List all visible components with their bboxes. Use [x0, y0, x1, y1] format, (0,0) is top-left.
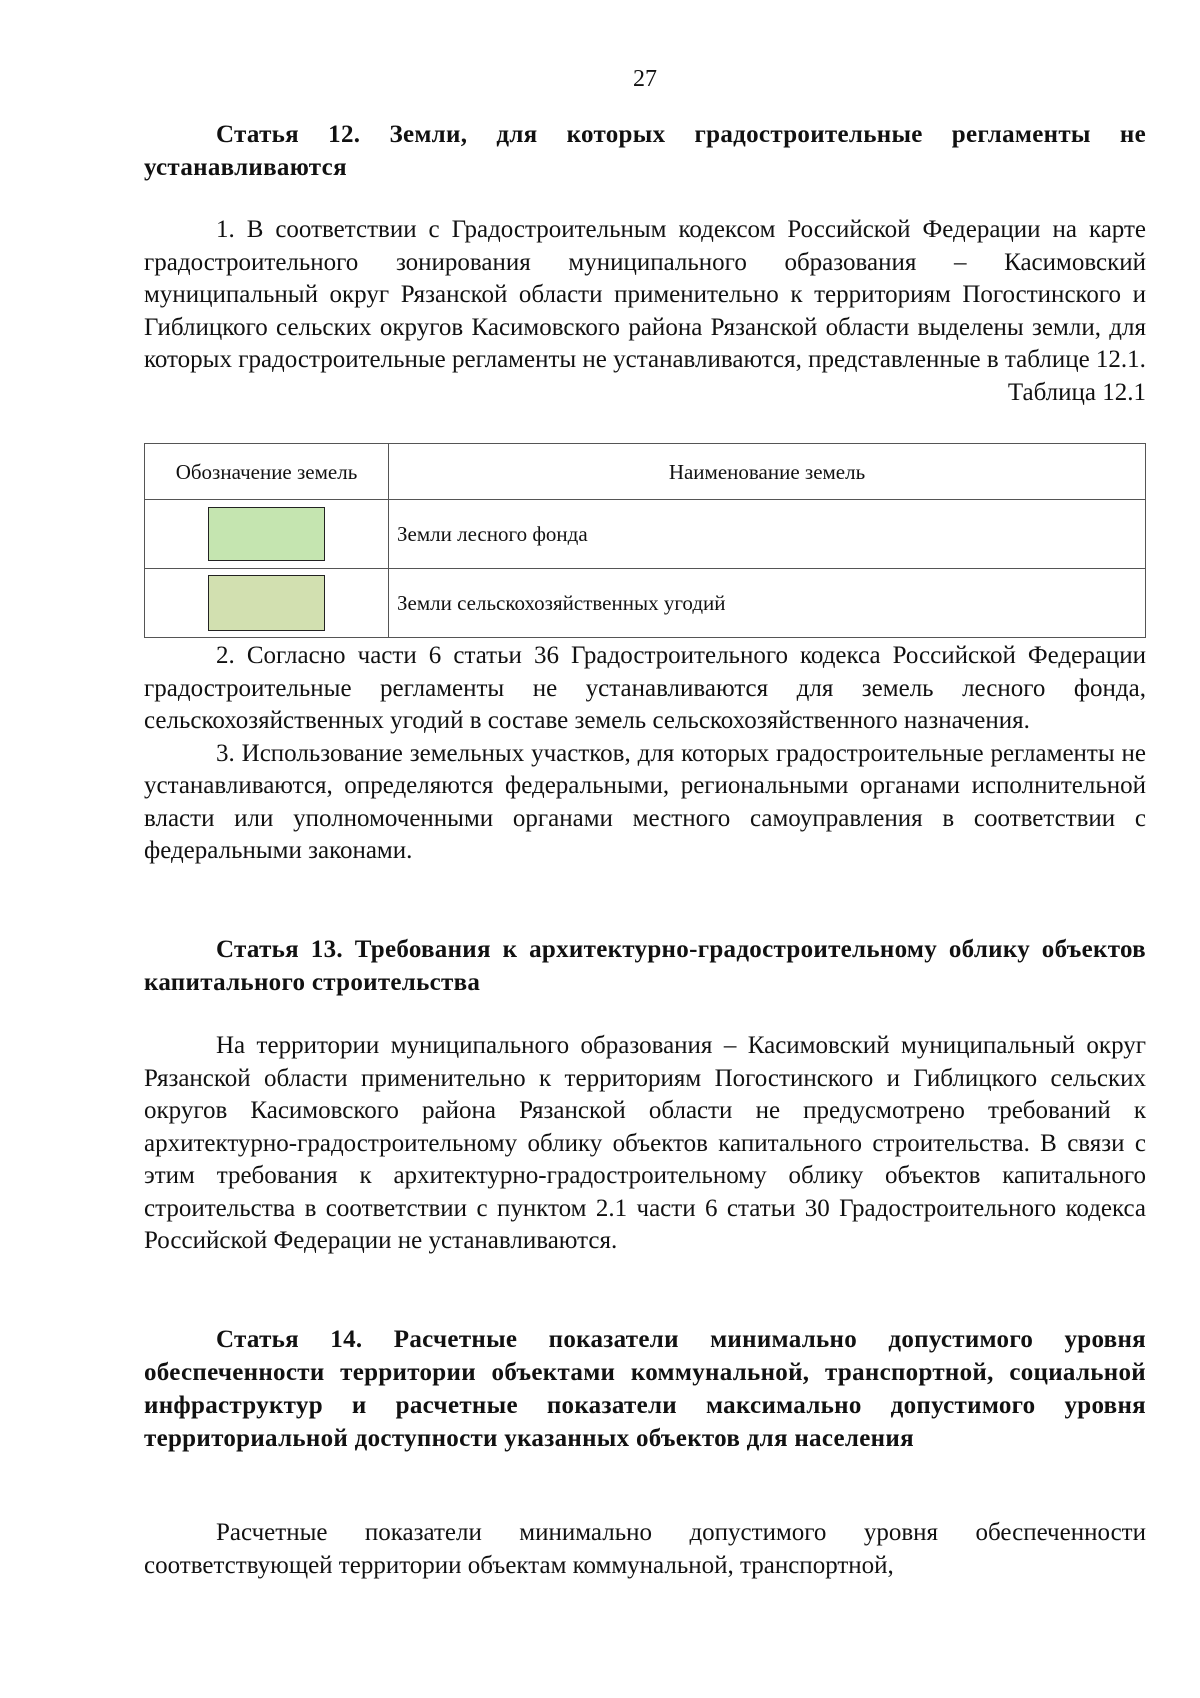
table-header-designation: Обозначение земель: [145, 444, 389, 500]
table-header-row: [145, 444, 1146, 500]
table-row: [145, 500, 1146, 569]
land-name-cell: Земли сельскохозяйственных угодий: [389, 569, 1146, 638]
page-number: 27: [633, 66, 657, 92]
article-13-body: [144, 1030, 1146, 1258]
article-12-paragraph-3: 3. Использование земельных участков, для которых градостроительные регламенты не устанавливаются, определяются федеральными, региональными органами исполнительной власти или уполномоченными органами местного самоуправления в соответствии с федеральными законами.: [144, 739, 1146, 864]
article-12-paragraph-2: 2. Согласно части 6 статьи 36 Градостроительного кодекса Российской Федерации градостроительные регламенты не устанавливаются для земель лесного фонда, сельскохозяйственных угодий в составе земель сельскохозяйственного назначения.: [144, 642, 1146, 734]
article-14-body: [144, 1517, 1146, 1582]
article-14-paragraph-1: Расчетные показатели минимально допустимого уровня обеспеченности соответствующей территории объектам коммунальной, транспортной,: [144, 1519, 1146, 1579]
lands-table: [144, 443, 1146, 638]
article-13-heading: Статья 13. Требования к архитектурно-градостроительному облику объектов капитального строительства: [144, 936, 1146, 996]
forest-land-swatch: [208, 507, 325, 561]
swatch-cell: [145, 500, 389, 569]
article-14-heading: Статья 14. Расчетные показатели минимально допустимого уровня обеспеченности территории объектами коммунальной, транспортной, социальной инфраструктур и расчетные показатели максимально допустимого уровня территориальной доступности указанных объектов для населения: [144, 1326, 1146, 1452]
article-12-heading: Статья 12. Земли, для которых градостроительные регламенты не устанавливаются: [144, 121, 1146, 181]
article-12-paragraph-1: 1. В соответствии с Градостроительным кодексом Российской Федерации на карте градостроительного зонирования муниципального образования – Касимовский муниципальный округ Рязанской области применительно к территориям Погостинского и Гиблицкого сельских округов Касимовского района Рязанской области выделены земли, для которых градостроительные регламенты не устанавливаются, представленные в таблице 12.1.: [144, 216, 1146, 373]
lands-table-wrapper: [144, 443, 1146, 638]
agricultural-land-swatch: [208, 575, 325, 631]
table-row: [145, 569, 1146, 638]
swatch-cell: [145, 569, 389, 638]
table-header-name: Наименование земель: [389, 444, 1146, 500]
article-12-after-table: [144, 640, 1146, 868]
land-name-cell: Земли лесного фонда: [389, 500, 1146, 569]
article-12: [144, 118, 1146, 184]
article-13-paragraph-1: На территории муниципального образования – Касимовский муниципальный округ Рязанской области применительно к территориям Погостинского и Гиблицкого сельских округов Касимовского района Рязанской области не предусмотрено требований к архитектурно-градостроительному облику объектов капитального строительства. В связи с этим требования к архитектурно-градостроительному облику объектов капитального строительства в соответствии с пунктом 2.1 части 6 статьи 30 Градостроительного кодекса Российской Федерации не устанавливаются.: [144, 1032, 1146, 1254]
article-12-body: [144, 214, 1146, 409]
article-13: [144, 933, 1146, 999]
article-14: [144, 1323, 1146, 1455]
table-caption: Таблица 12.1: [1007, 378, 1146, 406]
